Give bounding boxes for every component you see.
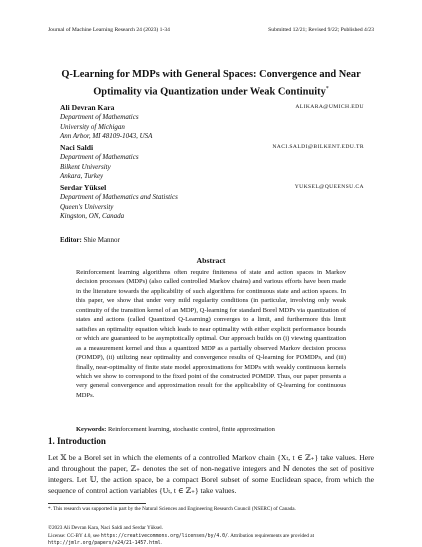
footnote: *. This research was supported in part by the Natural Sciences and Engineering Research Council (NSERC) of Canada. [48,506,296,512]
submission-dates: Submitted 12/21; Revised 9/22; Published 4/23 [268,27,374,33]
editor-label: Editor: [60,236,82,244]
affiliation-line: Kingston, ON, Canada [60,212,125,221]
license-link[interactable]: https://creativecommons.org/licenses/by/4.0/ [100,534,228,539]
abstract-text: Reinforcement learning algorithms often require finiteness of state and action spaces in Markov decision processes (MDPs) (also called controlled Markov chains) and various efforts have been made in the literature towards the applicability of such algorithms for continuous state and action spaces. In this paper, we show that under very mild regularity conditions (in particular, involving only weak continuity of the transition kernel of an MDP), Q-learning for standard Borel MDPs via quantization of states and actions (called Quantized Q-Learning) converges to a limit, and furthermore this limit satisfies an optimality equation which leads to near optimality with either explicit performance bounds or which are guaranteed to be asymptotically optimal. Our approach builds on (i) viewing quantization as a measurement kernel and thus a quantized MDP as a partially observed Markov decision process (POMDP), (ii) utilizing near optimality and convergence results of Q-learning for POMDPs, and (iii) finally, near-optimality of finite state model approximations for MDPs with weakly continuous kernels which we show to correspond to the fixed point of the constructed POMDP. Thus, our paper presents a very general convergence and approximation result for the applicability of Q-learning for continuous MDPs. [76,269,346,399]
affiliation-line: Department of Mathematics [60,153,139,161]
affiliation-line: Bilkent University [60,162,111,171]
license-middle: . Attribution requirements are provided at [227,533,315,539]
author-affiliation [60,153,139,182]
author-name: Naci Saldi [60,143,94,152]
author-email: YUKSEL@QUEENSU.CA [294,184,364,190]
license-block [48,533,374,547]
abstract-heading: Abstract [196,256,226,265]
affiliation-line: Ann Arbor, MI 48109-1043, USA [60,132,153,141]
author-affiliation [60,193,178,222]
title-footnote-marker: * [325,86,329,92]
title-line-1: Q-Learning for MDPs with General Spaces: Convergence and Near [61,69,361,80]
affiliation-line: Ankara, Turkey [60,172,104,181]
keywords-line [76,426,346,433]
keywords-label: Keywords: [76,426,107,433]
journal-header: Journal of Machine Learning Research 24 (2023) 1-34 [48,27,170,33]
editor-line [60,236,120,244]
copyright-line: ©2023 Ali Devran Kara, Naci Saldi and Serdar Yüksel. [48,525,163,531]
keywords-text: Reinforcement learning, stochastic control, finite approximation [107,426,275,433]
author-name: Serdar Yüksel [60,183,107,192]
section-heading: 1. Introduction [48,436,106,446]
intro-paragraph: Let 𝕏 be a Borel set in which the elements of a controlled Markov chain {Xₜ, t ∈ ℤ₊} take values. Here and throughout the paper, ℤ₊ denotes the set of non-negative integers and ℕ denotes the set of positive integers. Let 𝕌, the action space, be a compact Borel subset of some Euclidean space, from which the sequence of control action variables {Uₜ, t ∈ ℤ₊} take values. [48,453,374,495]
paper-link[interactable]: http://jmlr.org/papers/v24/21-1457.html [48,541,161,546]
footnote-rule [48,503,146,504]
affiliation-line: Department of Mathematics [60,113,139,121]
author-name: Ali Devran Kara [60,103,115,112]
license-prefix: License: CC-BY 4.0, see [48,533,101,539]
paper-title [30,68,392,99]
affiliation-line: University of Michigan [60,122,125,131]
editor-name: Shie Mannor [83,236,120,244]
author-email: NACI.SALDI@BILKENT.EDU.TR [272,144,364,150]
author-email: ALIKARA@UMICH.EDU [295,104,364,110]
title-line-2: Optimality via Quantization under Weak Continuity [93,86,326,98]
affiliation-line: Queen's University [60,202,114,211]
affiliation-line: Department of Mathematics and Statistics [60,193,178,201]
author-affiliation [60,113,152,142]
license-suffix: . [160,540,162,546]
